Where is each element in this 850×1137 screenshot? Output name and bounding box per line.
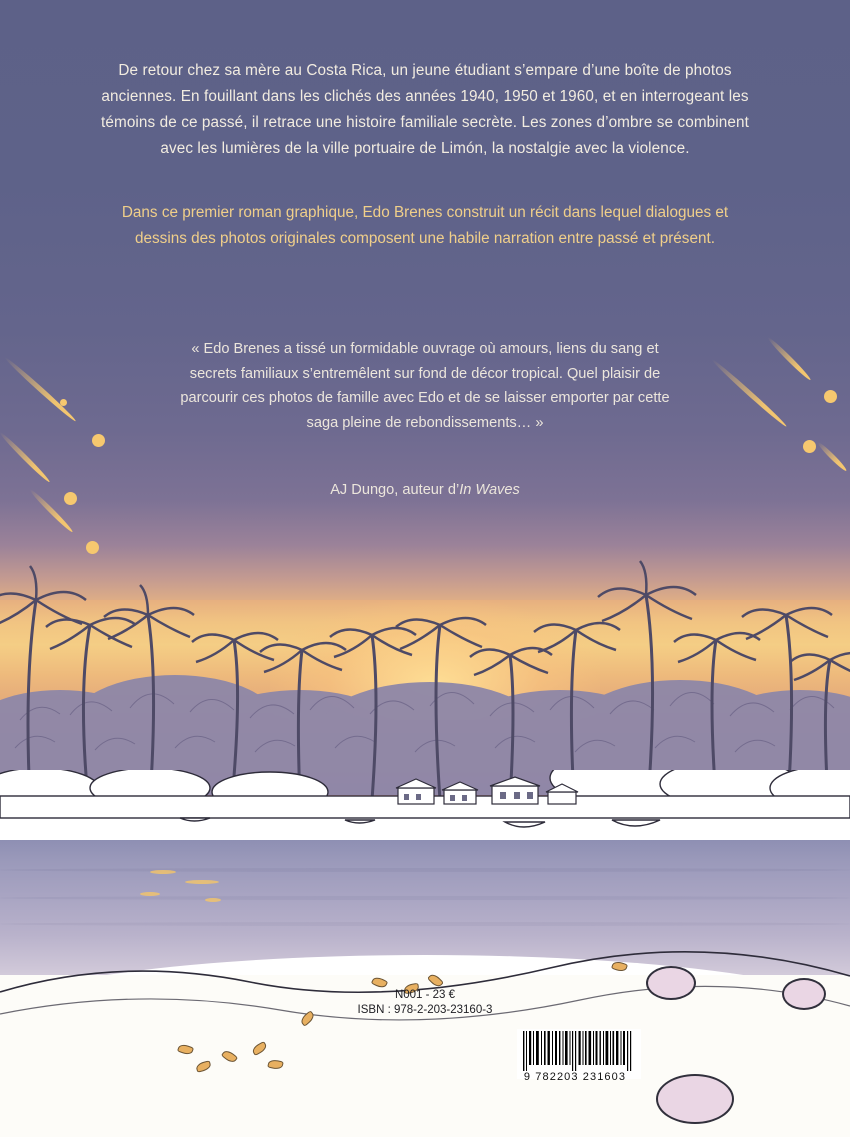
sea-wave-band-2 bbox=[0, 896, 850, 900]
isbn-code: ISBN : 978-2-203-23160-3 bbox=[357, 1004, 493, 1016]
beach-stone bbox=[656, 1074, 734, 1124]
sun-reflection-4 bbox=[205, 898, 221, 902]
barcode-bars bbox=[521, 1031, 637, 1071]
sea-wave-band-1 bbox=[0, 868, 850, 872]
footer-info bbox=[0, 988, 850, 1018]
shoreline-village-illustration bbox=[0, 770, 850, 850]
sun-reflection-1 bbox=[150, 870, 176, 874]
sun-reflection-3 bbox=[140, 892, 160, 896]
review-author: AJ Dungo, auteur d’ bbox=[330, 482, 460, 498]
review-work-title: In Waves bbox=[459, 482, 520, 498]
review-attribution bbox=[175, 482, 675, 498]
blurb-paragraph: De retour chez sa mère au Costa Rica, un jeune étudiant s’empare d’une boîte de photos anciennes. En fouillant dans les clichés des années 1940, 1950 et 1960, et en interrogeant les témoins de ce passé, il retrace une histoire familiale secrète. Les zones d’ombre se combinent avec les lumières de la ville portuaire de Limón, la nostalgie avec la violence. bbox=[101, 62, 749, 157]
price-code: N001 - 23 € bbox=[394, 989, 456, 1001]
review-quote: « Edo Brenes a tissé un formidable ouvrage où amours, liens du sang et secrets familiaux s’entremêlent sur fond de décor tropical. Quel plaisir de parcourir ces photos de famille avec Edo et de se laisser emporter par cette saga pleine de rebondissements… » bbox=[180, 341, 670, 431]
sea-wave-band-3 bbox=[0, 922, 850, 926]
pitch-paragraph: Dans ce premier roman graphique, Edo Brenes construit un récit dans lequel dialogues et dessins des photos originales composent une habile narration entre passé et présent. bbox=[121, 204, 729, 247]
barcode-number: 9 782203 231603 bbox=[523, 1071, 627, 1083]
sun-reflection-2 bbox=[185, 880, 219, 884]
